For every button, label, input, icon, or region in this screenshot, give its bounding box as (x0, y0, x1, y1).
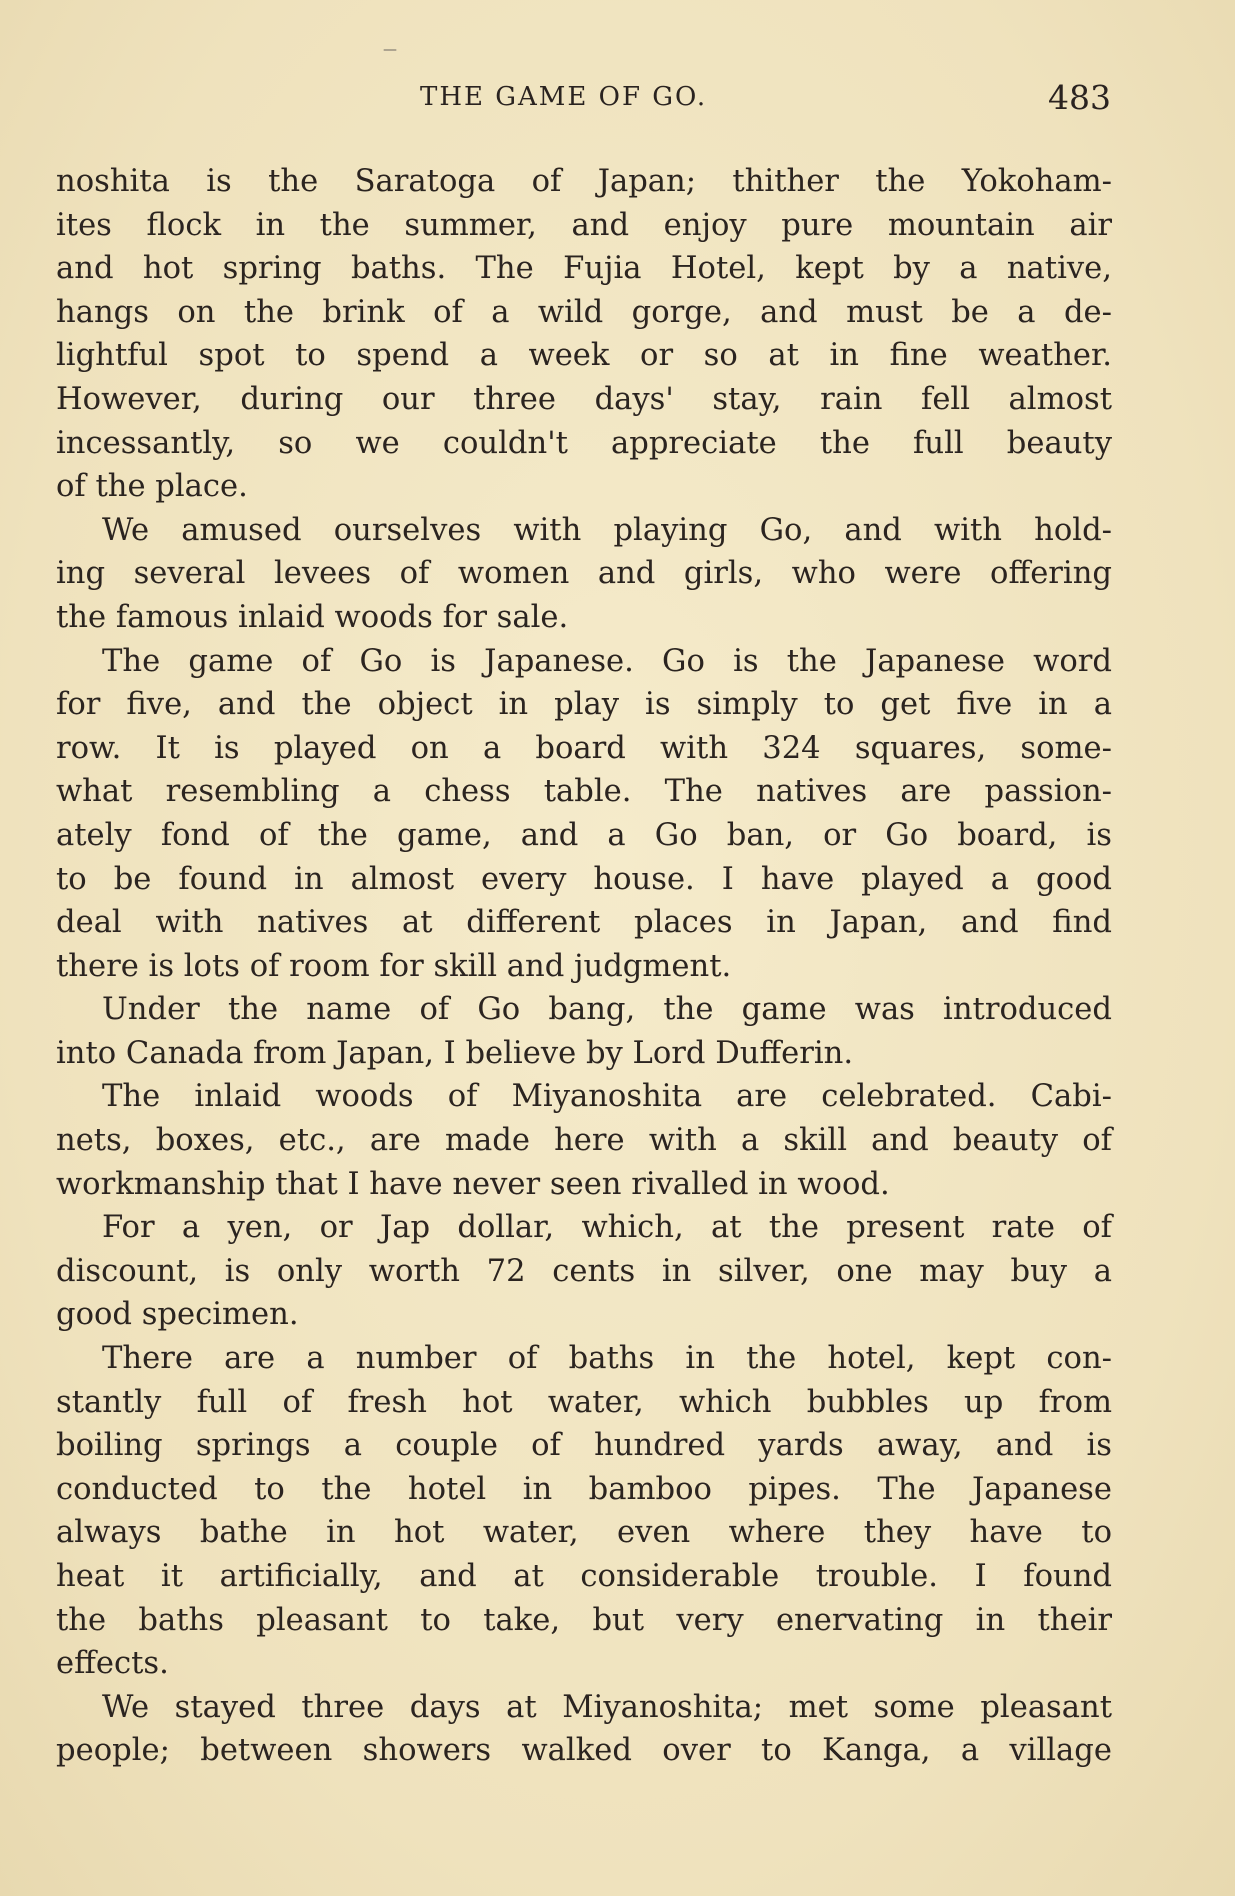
text-line: always bathe in hot water, even where they have to (56, 1515, 1112, 1551)
text-line: noshita is the Saratoga of Japan; thither the Yokoham- (56, 164, 1112, 199)
text-line: ately fond of the game, and a Go ban, or Go board, is (56, 817, 1112, 853)
text-line: The inlaid woods of Miyanoshita are celebrated. Cabi- (102, 1079, 1112, 1115)
text-line: incessantly, so we couldn't appreciate the full beauty (56, 425, 1112, 461)
text-line: the famous inlaid woods for sale. (56, 599, 569, 635)
text-line: boiling springs a couple of hundred yards away, and is (56, 1428, 1112, 1464)
text-line: discount, is only worth 72 cents in silver, one may buy a (56, 1253, 1112, 1289)
text-line: of the place. (56, 469, 248, 505)
text-line: row. It is played on a board with 324 squares, some- (56, 730, 1112, 766)
text-line: hangs on the brink of a wild gorge, and must be a de- (56, 294, 1112, 330)
text-line: There are a number of baths in the hotel, kept con- (102, 1341, 1112, 1377)
text-line: people; between showers walked over to Kanga, a village (56, 1733, 1112, 1769)
text-line: good specimen. (56, 1297, 299, 1333)
text-line: into Canada from Japan, I believe by Lord Dufferin. (56, 1035, 854, 1071)
text-line: to be found in almost every house. I have played a good (56, 861, 1112, 897)
text-line: However, during our three days' stay, rain fell almost (56, 381, 1112, 417)
text-line: and hot spring baths. The Fujia Hotel, kept by a native, (56, 251, 1112, 287)
text-line: stantly full of fresh hot water, which bubbles up from (56, 1384, 1112, 1420)
page-number: 483 (1048, 78, 1111, 117)
text-line: nets, boxes, etc., are made here with a skill and beauty of (56, 1123, 1112, 1159)
text-line: workmanship that I have never seen rivalled in wood. (56, 1166, 890, 1202)
text-line: We stayed three days at Miyanoshita; met some pleasant (102, 1689, 1112, 1725)
running-title: THE GAME OF GO. (420, 82, 708, 112)
text-line: there is lots of room for skill and judgment. (56, 948, 732, 984)
text-line: We amused ourselves with playing Go, and with hold- (102, 512, 1112, 548)
body-text (56, 160, 1112, 1773)
ink-speck: — (383, 42, 397, 58)
text-line: deal with natives at different places in Japan, and find (56, 905, 1112, 941)
text-line: ites flock in the summer, and enjoy pure mountain air (56, 207, 1112, 243)
text-line: For a yen, or Jap dollar, which, at the present rate of (102, 1210, 1112, 1246)
text-line: ing several levees of women and girls, who were offering (56, 556, 1112, 592)
text-line: the baths pleasant to take, but very enervating in their (56, 1602, 1112, 1638)
text-line: for five, and the object in play is simply to get five in a (56, 687, 1112, 723)
text-line: lightful spot to spend a week or so at in fine weather. (56, 338, 1112, 374)
text-line: what resembling a chess table. The natives are passion- (56, 774, 1112, 810)
text-line: conducted to the hotel in bamboo pipes. The Japanese (56, 1471, 1112, 1507)
page-header (0, 76, 1235, 126)
text-line: effects. (56, 1646, 169, 1682)
text-line: The game of Go is Japanese. Go is the Japanese word (102, 643, 1112, 679)
text-line: Under the name of Go bang, the game was introduced (102, 992, 1112, 1028)
text-line: heat it artificially, and at considerable trouble. I found (56, 1559, 1112, 1594)
